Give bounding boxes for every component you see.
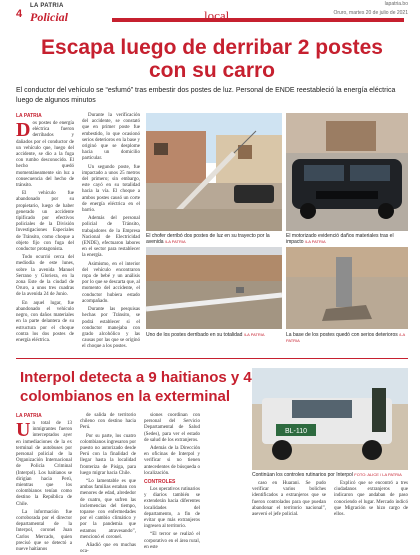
caption-photo-3 — [146, 332, 282, 338]
paragraph: Todo ocurrió cerca del mediodía de este lunes, sobre la avenida Manuel Serrano y Gloriera, en la zona Este de la ciudad de Oruro, a unos tres cuadras de la avenida 24 de Junio. — [16, 255, 74, 298]
lede-story-1: El conductor del vehículo se “esfumó” tras embestir dos postes de luz. Personal de ENDE reestableció la energía eléctrica luego de algunos minutos — [16, 87, 396, 104]
page-number: 4 — [16, 8, 23, 20]
byline-story-2: LA PATRIA — [16, 413, 42, 419]
paragraph: El vehículo fue abandonado por su propietario, luego de haber generado un accidente tipificado por efectivos policiales de la División Investigaciones Especiales de Tránsito, como choque a objeto fijo con fuga del conductor protagonista. — [16, 191, 74, 253]
caption-credit: /LA PATRIA — [243, 332, 265, 337]
byline-story-1: LA PATRIA — [16, 113, 42, 119]
paragraph: Los operativos rutinarios y diarios también se extenderán hacia diferentes localidades del departamento, a fin de evitar que más extranjeros ingresen al territorio. — [144, 487, 200, 530]
caption-credit: FOTO: ALICE / LA PATRIA — [354, 472, 402, 477]
paragraph: Añadió que en muchas oca- — [80, 543, 136, 555]
brand-top: LA PATRIA — [30, 3, 64, 9]
caption-photo-1 — [146, 233, 282, 245]
paragraph: La información fue corroborada por el director departamental de la Interpol, coronel Juan Carlos Mercado, quien precisó que se detectó a nueve haitianos — [16, 509, 72, 553]
header-rule — [112, 18, 404, 22]
story-1-column-2 — [82, 113, 140, 356]
paragraph: siones coordinan con personal del Servicio Departamental de Salud (Sedes), para ver el estado de salud de los extranjeros. — [144, 413, 200, 443]
paragraph: n total de 13 inmigrantes fueron interceptados ayer en inmediaciones de la ex terminal de autobuses por personal policial de la Organización Internacional de Policía Criminal (Interpol). Los haitianos se dirigían hacia Perú, mientras que los colombianos tenían como destino la República de Chile. — [16, 421, 72, 507]
caption-photo-truck — [252, 472, 408, 478]
license-plate: BL-110 — [284, 428, 308, 435]
caption-text: El motorizado evidenció daños materiales tras el impacto — [286, 233, 394, 245]
caption-photo-4 — [286, 332, 408, 344]
headline-story-2: Interpol detecta a 9 haitianos y 4 colombianos en la exterminal — [20, 369, 252, 405]
paragraph: Por su parte, los cuatro colombianos ingresaron por puesto no autorizado desde Perú con la finalidad de llegar hasta la localidad fronteriza de Pisiga, para luego migrar hacia Chile. — [80, 433, 136, 476]
caption-text: Uno de los postes derribado en su totalidad — [146, 332, 243, 338]
dropcap: D — [16, 119, 31, 141]
dateline: Oruro, martes 20 de julio de 2021 — [333, 10, 408, 16]
section-label: local — [204, 8, 230, 23]
paragraph: Explicó que se encontró a tres ciudadanos extranjeros que indicaron que andaban de paso conociendo el lugar. Mercado indicó que Migración se hizo cargo de ellos. — [334, 481, 408, 518]
story-2-column-5 — [334, 481, 408, 533]
edition-label: lapatria.bo — [384, 1, 408, 7]
story-2-column-2 — [80, 413, 136, 555]
paragraph: “El terror se realizó el corporativo en el área rural, en este — [144, 532, 200, 550]
photo-pole-on-road — [146, 247, 282, 329]
photo-damaged-car — [286, 113, 408, 231]
caption-text: La base de los postes quedó con serios deterioros — [286, 332, 398, 338]
paragraph: En aquel lugar, fue abandonado el vehículo negro, con daños materiales en la parte delantera de su estructura por el choque contra los dos postes de energía eléctrica. — [16, 300, 74, 343]
dropcap: U — [16, 419, 31, 441]
caption-credit: /LA PATRIA — [304, 239, 326, 244]
paragraph: Durante las pesquisas hechas por Tránsito, se podrá establecer si el conductor manejaba con grado alcohólico y las causas por las que se originó el choque a los postes. — [82, 307, 140, 350]
photo-police-truck — [252, 368, 408, 470]
paragraph: “Lo lamentable es que ambas familias estaban con menores de edad, alrededor de cuatro, que sufren las inclemencias del tiempo, toparse con enfermedades por el cambio climático y por la pandemia que estamos atravesando”, mencionó el coronel. — [80, 479, 136, 540]
caption-credit: /LA PATRIA — [164, 239, 186, 244]
photo-fallen-pole-street — [146, 113, 282, 231]
paragraph: Además de la Dirección en oficinas de Interpol y verificar si no tienen antecedentes de búsqueda o localización. — [144, 446, 200, 476]
paragraph: caso en Huarani. Se pudo verificar varios boliches identificados a extranjeros que se fueron controlados para que puedan abandonar el territorio nacional”, aseveró el jefe policial. — [252, 481, 326, 518]
page-header — [0, 0, 420, 26]
photo-pole-base — [286, 247, 408, 329]
paragraph: Un segundo poste, fue impactado a unos 25 metros del primero; sin embargo, este cayó en su totalidad hacia la vía. El choque a ambos postes causó un corte de energía eléctrica en el barrio. — [82, 164, 140, 214]
caption-text: El chofer derribó dos postes de luz en su trayecto por la avenida — [146, 233, 270, 245]
caption-photo-2 — [286, 233, 408, 245]
paragraph: Durante la verificación del accidente, se constató que en primer poste fue embestido, lo que ocasionó serios deterioros en la base y originó que se desplome hacia un domicilio particular. — [82, 113, 140, 162]
paragraph: Además del personal policial de Tránsito, trabajadores de la Empresa Nacional de Electricidad (ENDE), efectuaron labores en el sector para restablecer la energía. — [82, 216, 140, 259]
caption-text: Continúan los controles rutinarios por Interpol — [252, 472, 353, 478]
headline-story-1: Escapa luego de derribar 2 postes con su carro — [41, 36, 383, 82]
caption-credit: /LA PATRIA — [286, 332, 405, 343]
paragraph: de salida de territorio chileno con destino hacia Perú. — [80, 413, 136, 431]
paragraph: Asimismo, en el interior del vehículo encontraron ropa de bebé y un análisis por lo que se descarta que, al momento del accidente, el conductor hubiera estado acompañado. — [82, 261, 140, 304]
story-2-column-4 — [252, 481, 326, 533]
subheading-controles: CONTROLES — [144, 479, 176, 486]
brand-section-title: Policial — [30, 10, 68, 24]
newspaper-logo — [30, 3, 68, 25]
paragraph: os postes de energía eléctrica fueron derribados y dañados por el conductor de un vehículo que, luego del accidente, se dio a la fuga con rumbo desconocido. El hecho quedó momentáneamente sin luz a consecuencia del hecho de tránsito. — [16, 121, 74, 189]
story-divider — [16, 358, 408, 359]
story-2-column-1 — [16, 419, 72, 553]
story-2-column-3 — [144, 413, 200, 550]
story-1-column-1 — [16, 121, 74, 356]
